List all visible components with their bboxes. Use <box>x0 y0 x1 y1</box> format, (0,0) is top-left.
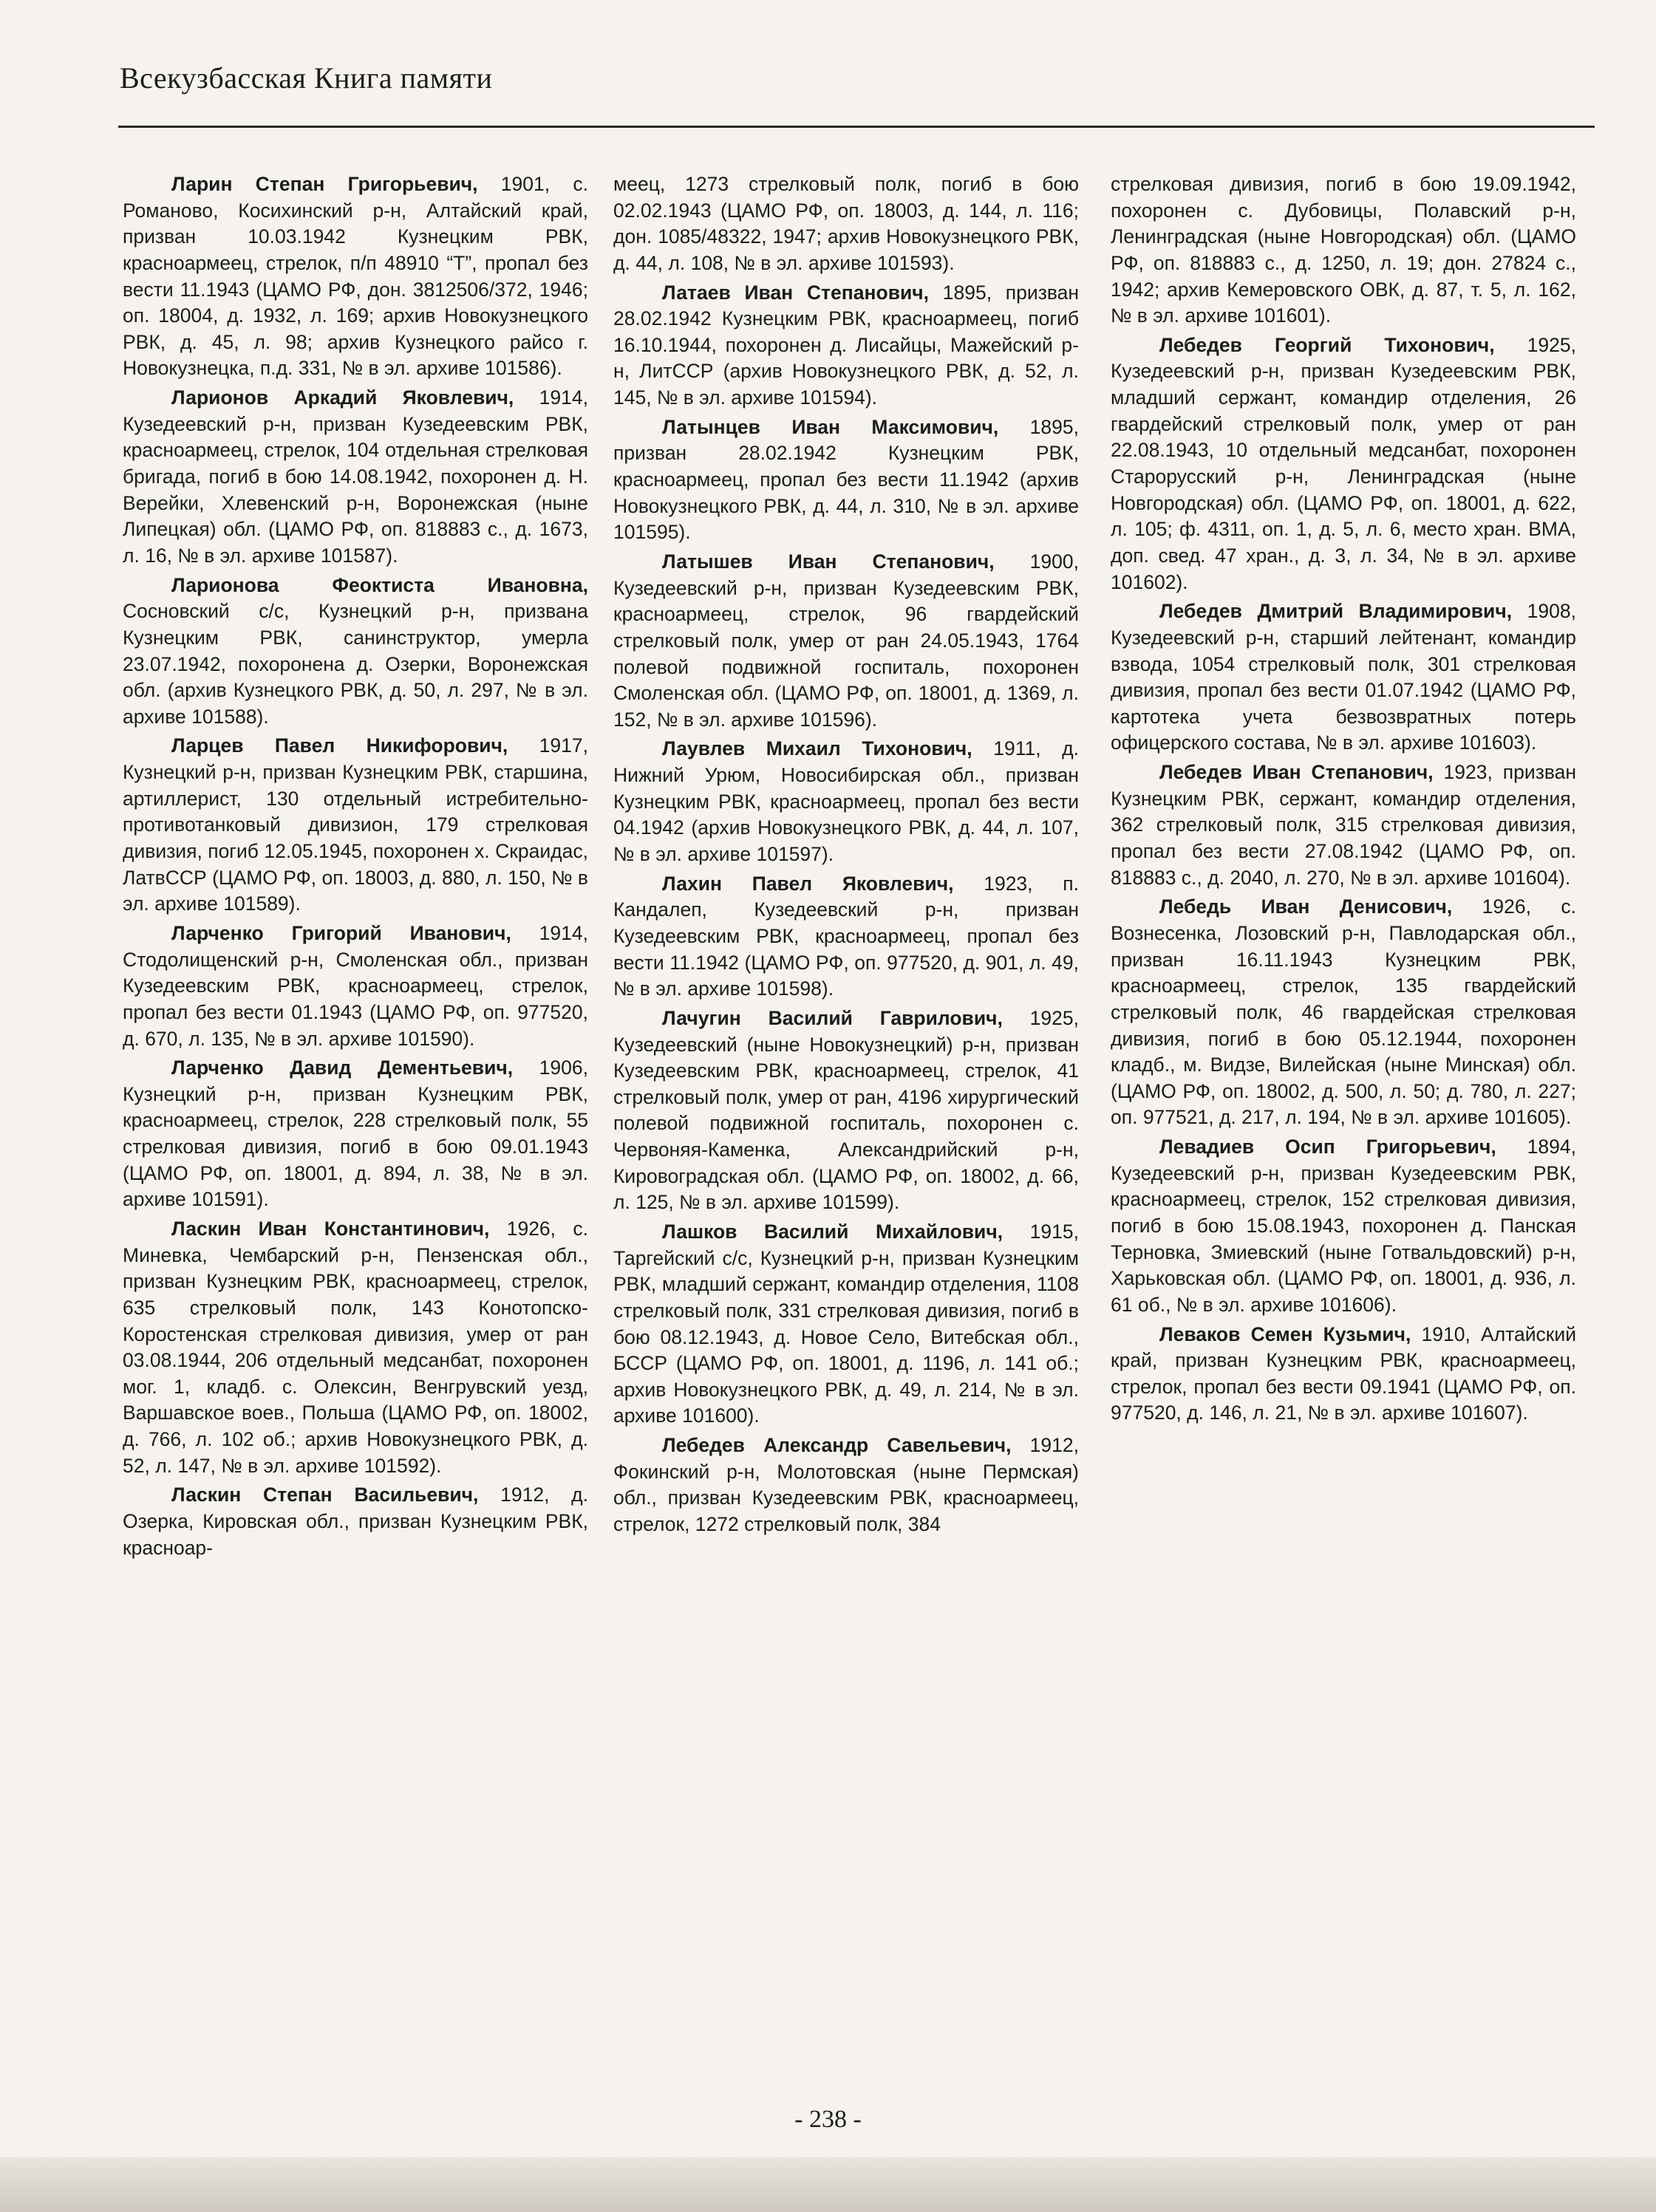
memorial-entry <box>1111 1134 1576 1318</box>
entry-name: Ларионова Феоктиста Ивановна, <box>171 573 588 596</box>
memorial-entry <box>123 1216 588 1479</box>
entry-name: Лебедев Дмитрий Владимирович, <box>1159 600 1513 623</box>
memorial-entry <box>613 549 1079 733</box>
entry-name: Лебедь Иван Денисович, <box>1159 895 1453 918</box>
entry-text: 1912, д. Озерка, Кировская обл., призван Кузнецким РВК, красноар- <box>123 1484 588 1559</box>
entry-name: Ласкин Степан Васильевич, <box>171 1484 479 1506</box>
entry-name: Лачугин Василий Гаврилович, <box>662 1006 1003 1029</box>
entry-name: Леваков Семен Кузьмич, <box>1159 1322 1411 1345</box>
entry-name: Ларин Степан Григорьевич, <box>171 173 478 195</box>
entry-text: стрелковая дивизия, погиб в бою 19.09.1942, похоронен с. Дубовицы, Полавский р-н, Ленинградская (ныне Новгородская) обл. (ЦАМО РФ, оп. 818883 с., д. 1250, л. 19; дон. 27824 с., 1942; архив Кемеровского ОВК, д. 87, т. 5, л. 162, № в эл. архиве 101601). <box>1111 173 1576 327</box>
entry-text: 1925, Кузедеевский р-н, призван Кузедеевским РВК, младший сержант, командир отделения, 26 гвардейский стрелковый полк, умер от ран 22.08.1943, 10 отдельный медсанбат, похоронен Старорусский р-н, Ленинградская (ныне Новгородская) обл. (ЦАМО РФ, оп. 18001, д. 622, л. 105; ф. 4311, оп. 1, д. 5, л. 6, место хран. ВМА, доп. свед. 47 хран., д. 3, л. 34, № в эл. архиве 101602). <box>1111 333 1576 593</box>
entry-name: Лахин Павел Яковлевич, <box>662 872 954 895</box>
entry-name: Лебедев Георгий Тихонович, <box>1159 333 1495 356</box>
running-head-title: Всекузбасская Книга памяти <box>120 61 493 95</box>
entry-text: 1914, Кузедеевский р-н, призван Кузедеевским РВК, красноармеец, стрелок, 104 отдельная стрелковая бригада, погиб в бою 14.08.1942, похоронен д. Н. Верейки, Хлевенский р-н, Воронежская (ныне Липецкая) обл. (ЦАМО РФ, оп. 818883 с., д. 1673, л. 16, № в эл. архиве 101587). <box>123 386 588 567</box>
memorial-entry <box>1111 759 1576 891</box>
entry-name: Ларцев Павел Никифорович, <box>171 734 508 757</box>
memorial-entry <box>613 1219 1079 1430</box>
page-bottom-shadow <box>0 2157 1656 2212</box>
entry-name: Ларченко Григорий Иванович, <box>171 921 511 944</box>
entry-text: 1901, с. Романово, Косихинский р-н, Алтайский край, призван 10.03.1942 Кузнецким РВК, красноармеец, стрелок, п/п 48910 “Т”, пропал без вести 11.1943 (ЦАМО РФ, дон. 3812506/372, 1946; оп. 18004, д. 1932, л. 169; архив Новокузнецкого РВК, д. 45, л. 98; архив Кузнецкого райсо г. Новокузнецка, п.д. 331, № в эл. архиве 101586). <box>123 173 588 380</box>
entry-text: 1923, призван Кузнецким РВК, сержант, командир отделения, 362 стрелковый полк, 315 стрелковая дивизия, пропал без вести 27.08.1942 (ЦАМО РФ, оп. 818883 с., д. 2040, л. 270, № в эл. архиве 101604). <box>1111 761 1576 889</box>
memorial-entry <box>613 1433 1079 1538</box>
entry-name: Лаувлев Михаил Тихонович, <box>662 737 972 760</box>
entry-text: 1895, призван 28.02.1942 Кузнецким РВК, красноармеец, погиб 16.10.1944, похоронен д. Лисайцы, Мажейский р-н, ЛитССР (архив Новокузнецкого РВК, д. 52, л. 145, № в эл. архиве 101594). <box>613 281 1079 409</box>
entry-name: Лашков Василий Михайлович, <box>662 1220 1004 1243</box>
entry-text: 1912, Фокинский р-н, Молотовская (ныне Пермская) обл., призван Кузедеевским РВК, красноармеец, стрелок, 1272 стрелковый полк, 384 <box>613 1434 1079 1536</box>
entry-text: 1895, призван 28.02.1942 Кузнецким РВК, красноармеец, пропал без вести 11.1942 (архив Новокузнецкого РВК, д. 44, л. 310, № в эл. архиве 101595). <box>613 415 1080 544</box>
entry-text: 1925, Кузедеевский (ныне Новокузнецкий) р-н, призван Кузедеевским РВК, красноармеец, стрелок, 41 стрелковый полк, умер от ран, 4196 хирургический полевой подвижной госпиталь, похоронен с. Червоняя-Каменка, Александрийский р-н, Кировоградская обл. (ЦАМО РФ, оп. 18002, д. 66, л. 125, № в эл. архиве 101599). <box>613 1006 1079 1214</box>
memorial-entry <box>123 385 588 569</box>
entry-text: 1900, Кузедеевский р-н, призван Кузедеевским РВК, красноармеец, стрелок, 96 гвардейский стрелковый полк, умер от ран 24.05.1943, 1764 полевой подвижной госпиталь, похоронен Смоленская обл. (ЦАМО РФ, оп. 18001, д. 1369, л. 152, № в эл. архиве 101596). <box>613 550 1079 731</box>
entry-text: 1908, Кузедеевский р-н, старший лейтенант, командир взвода, 1054 стрелковый полк, 301 стрелковая дивизия, пропал без вести 01.07.1942 (ЦАМО РФ, картотека учета безвозвратных потерь офицерского состава, № в эл. архиве 101603). <box>1111 600 1576 754</box>
memorial-entry <box>613 871 1079 1003</box>
entry-name: Ларионов Аркадий Яковлевич, <box>171 386 514 409</box>
entry-text: 1926, с. Вознесенка, Лозовский р-н, Павлодарская обл., призван 16.11.1943 Кузнецким РВК, красноармеец, стрелок, 135 гвардейский стрелковый полк, 46 гвардейская стрелковая дивизия, погиб в бою 05.12.1944, похоронен кладб., м. Видзе, Вилейская (ныне Минская) обл. (ЦАМО РФ, оп. 18002, д. 500, л. 50; д. 780, л. 227; оп. 977521, д. 217, л. 194, № в эл. архиве 101605). <box>1111 895 1576 1129</box>
column-2 <box>613 171 1079 1541</box>
entry-name: Ласкин Иван Константинович, <box>171 1217 490 1240</box>
entry-text: 1911, д. Нижний Урюм, Новосибирская обл., призван Кузнецким РВК, красноармеец, пропал без вести 04.1942 (архив Новокузнецкого РВК, д. 44, л. 107, № в эл. архиве 101597). <box>613 737 1079 866</box>
entry-name: Лебедев Иван Степанович, <box>1159 761 1434 784</box>
entry-text: 1906, Кузнецкий р-н, призван Кузнецким РВК, красноармеец, стрелок, 228 стрелковый полк, 55 стрелковая дивизия, погиб в бою 09.01.1943 (ЦАМО РФ, оп. 18001, д. 894, л. 38, № в эл. архиве 101591). <box>123 1056 588 1211</box>
entry-text: 1914, Стодолищенский р-н, Смоленская обл., призван Кузедеевским РВК, красноармеец, стрелок, пропал без вести 01.1943 (ЦАМО РФ, оп. 977520, д. 670, л. 135, № в эл. архиве 101590). <box>123 921 588 1050</box>
memorial-entry <box>123 573 588 731</box>
page-number: - 238 - <box>794 2106 862 2133</box>
header-rule <box>118 126 1595 128</box>
memorial-entry <box>613 736 1079 867</box>
memorial-entry <box>613 280 1079 412</box>
memorial-entry <box>123 171 588 382</box>
memorial-entry <box>1111 332 1576 595</box>
entry-text: Сосновский с/с, Кузнецкий р-н, призвана Кузнецким РВК, санинструктор, умерла 23.07.1942, похоронена д. Озерки, Воронежская обл. (архив Кузнецкого РВК, д. 50, л. 297, № в эл. архиве 101588). <box>123 600 588 728</box>
column-3 <box>1111 171 1576 1430</box>
entry-text: 1923, п. Кандалеп, Кузедеевский р-н, призван Кузедеевским РВК, красноармеец, пропал без вести 11.1942 (ЦАМО РФ, оп. 977520, д. 901, л. 49, № в эл. архиве 101598). <box>613 872 1079 1000</box>
memorial-entry <box>613 171 1079 277</box>
column-1 <box>123 171 588 1564</box>
entry-name: Латынцев Иван Максимович, <box>662 415 999 438</box>
memorial-entry <box>1111 1322 1576 1427</box>
entry-text: 1910, Алтайский край, призван Кузнецким РВК, красноармеец, стрелок, пропал без вести 09.1941 (ЦАМО РФ, оп. 977520, д. 146, л. 21, № в эл. архиве 101607). <box>1111 1322 1576 1424</box>
entry-text: 1926, с. Миневка, Чембарский р-н, Пензенская обл., призван Кузнецким РВК, красноармеец, стрелок, 635 стрелковый полк, 143 Конотопско-Коростенская стрелковая дивизия, умер от ран 03.08.1944, 206 отдельный медсанбат, похоронен мог. 1, кладб. с. Олексин, Венгрувский уезд, Варшавское воев., Польша (ЦАМО РФ, оп. 18002, д. 766, л. 102 об.; архив Новокузнецкого РВК, д. 52, л. 147, № в эл. архиве 101592). <box>123 1217 588 1477</box>
memorial-entry <box>613 414 1079 546</box>
entry-name: Ларченко Давид Дементьевич, <box>171 1056 514 1079</box>
entry-text: 1894, Кузедеевский р-н, призван Кузедеевским РВК, красноармеец, стрелок, 152 стрелковая дивизия, погиб в бою 15.08.1943, похоронен д. Панская Терновка, Змиевский (ныне Готвальдовский) р-н, Харьковская обл. (ЦАМО РФ, оп. 18001, д. 936, л. 61 об., № в эл. архиве 101606). <box>1111 1136 1576 1316</box>
entry-name: Латышев Иван Степанович, <box>662 550 995 573</box>
entry-name: Латаев Иван Степанович, <box>662 281 930 304</box>
memorial-entry <box>123 921 588 1052</box>
entry-text: 1915, Таргейский с/с, Кузнецкий р-н, призван Кузнецким РВК, младший сержант, командир отделения, 1108 стрелковый полк, 331 стрелковая дивизия, погиб в бою 08.12.1943, д. Новое Село, Витебская обл., БССР (ЦАМО РФ, оп. 18001, д. 1196, л. 141 об.; архив Новокузнецкого РВК, д. 49, л. 214, № в эл. архиве 101600). <box>613 1220 1079 1427</box>
entry-text: 1917, Кузнецкий р-н, призван Кузнецким РВК, старшина, артиллерист, 130 отдельный истребительно-противотанковый дивизион, 179 стрелковая дивизия, погиб 12.05.1945, похоронен х. Скраидас, ЛатвССР (ЦАМО РФ, оп. 18003, д. 880, л. 150, № в эл. архиве 101589). <box>123 734 589 915</box>
memorial-entry <box>1111 894 1576 1131</box>
memorial-entry <box>613 1006 1079 1216</box>
memorial-entry <box>123 733 588 917</box>
memorial-entry <box>1111 598 1576 757</box>
memorial-entry <box>1111 171 1576 330</box>
entry-name: Лебедев Александр Савельевич, <box>662 1434 1012 1457</box>
memorial-entry <box>123 1055 588 1213</box>
entry-text: меец, 1273 стрелковый полк, погиб в бою 02.02.1943 (ЦАМО РФ, оп. 18003, д. 144, л. 116; дон. 1085/48322, 1947; архив Новокузнецкого РВК, д. 44, л. 108, № в эл. архиве 101593). <box>613 173 1079 274</box>
entry-name: Левадиев Осип Григорьевич, <box>1159 1136 1496 1158</box>
memorial-entry <box>123 1482 588 1561</box>
